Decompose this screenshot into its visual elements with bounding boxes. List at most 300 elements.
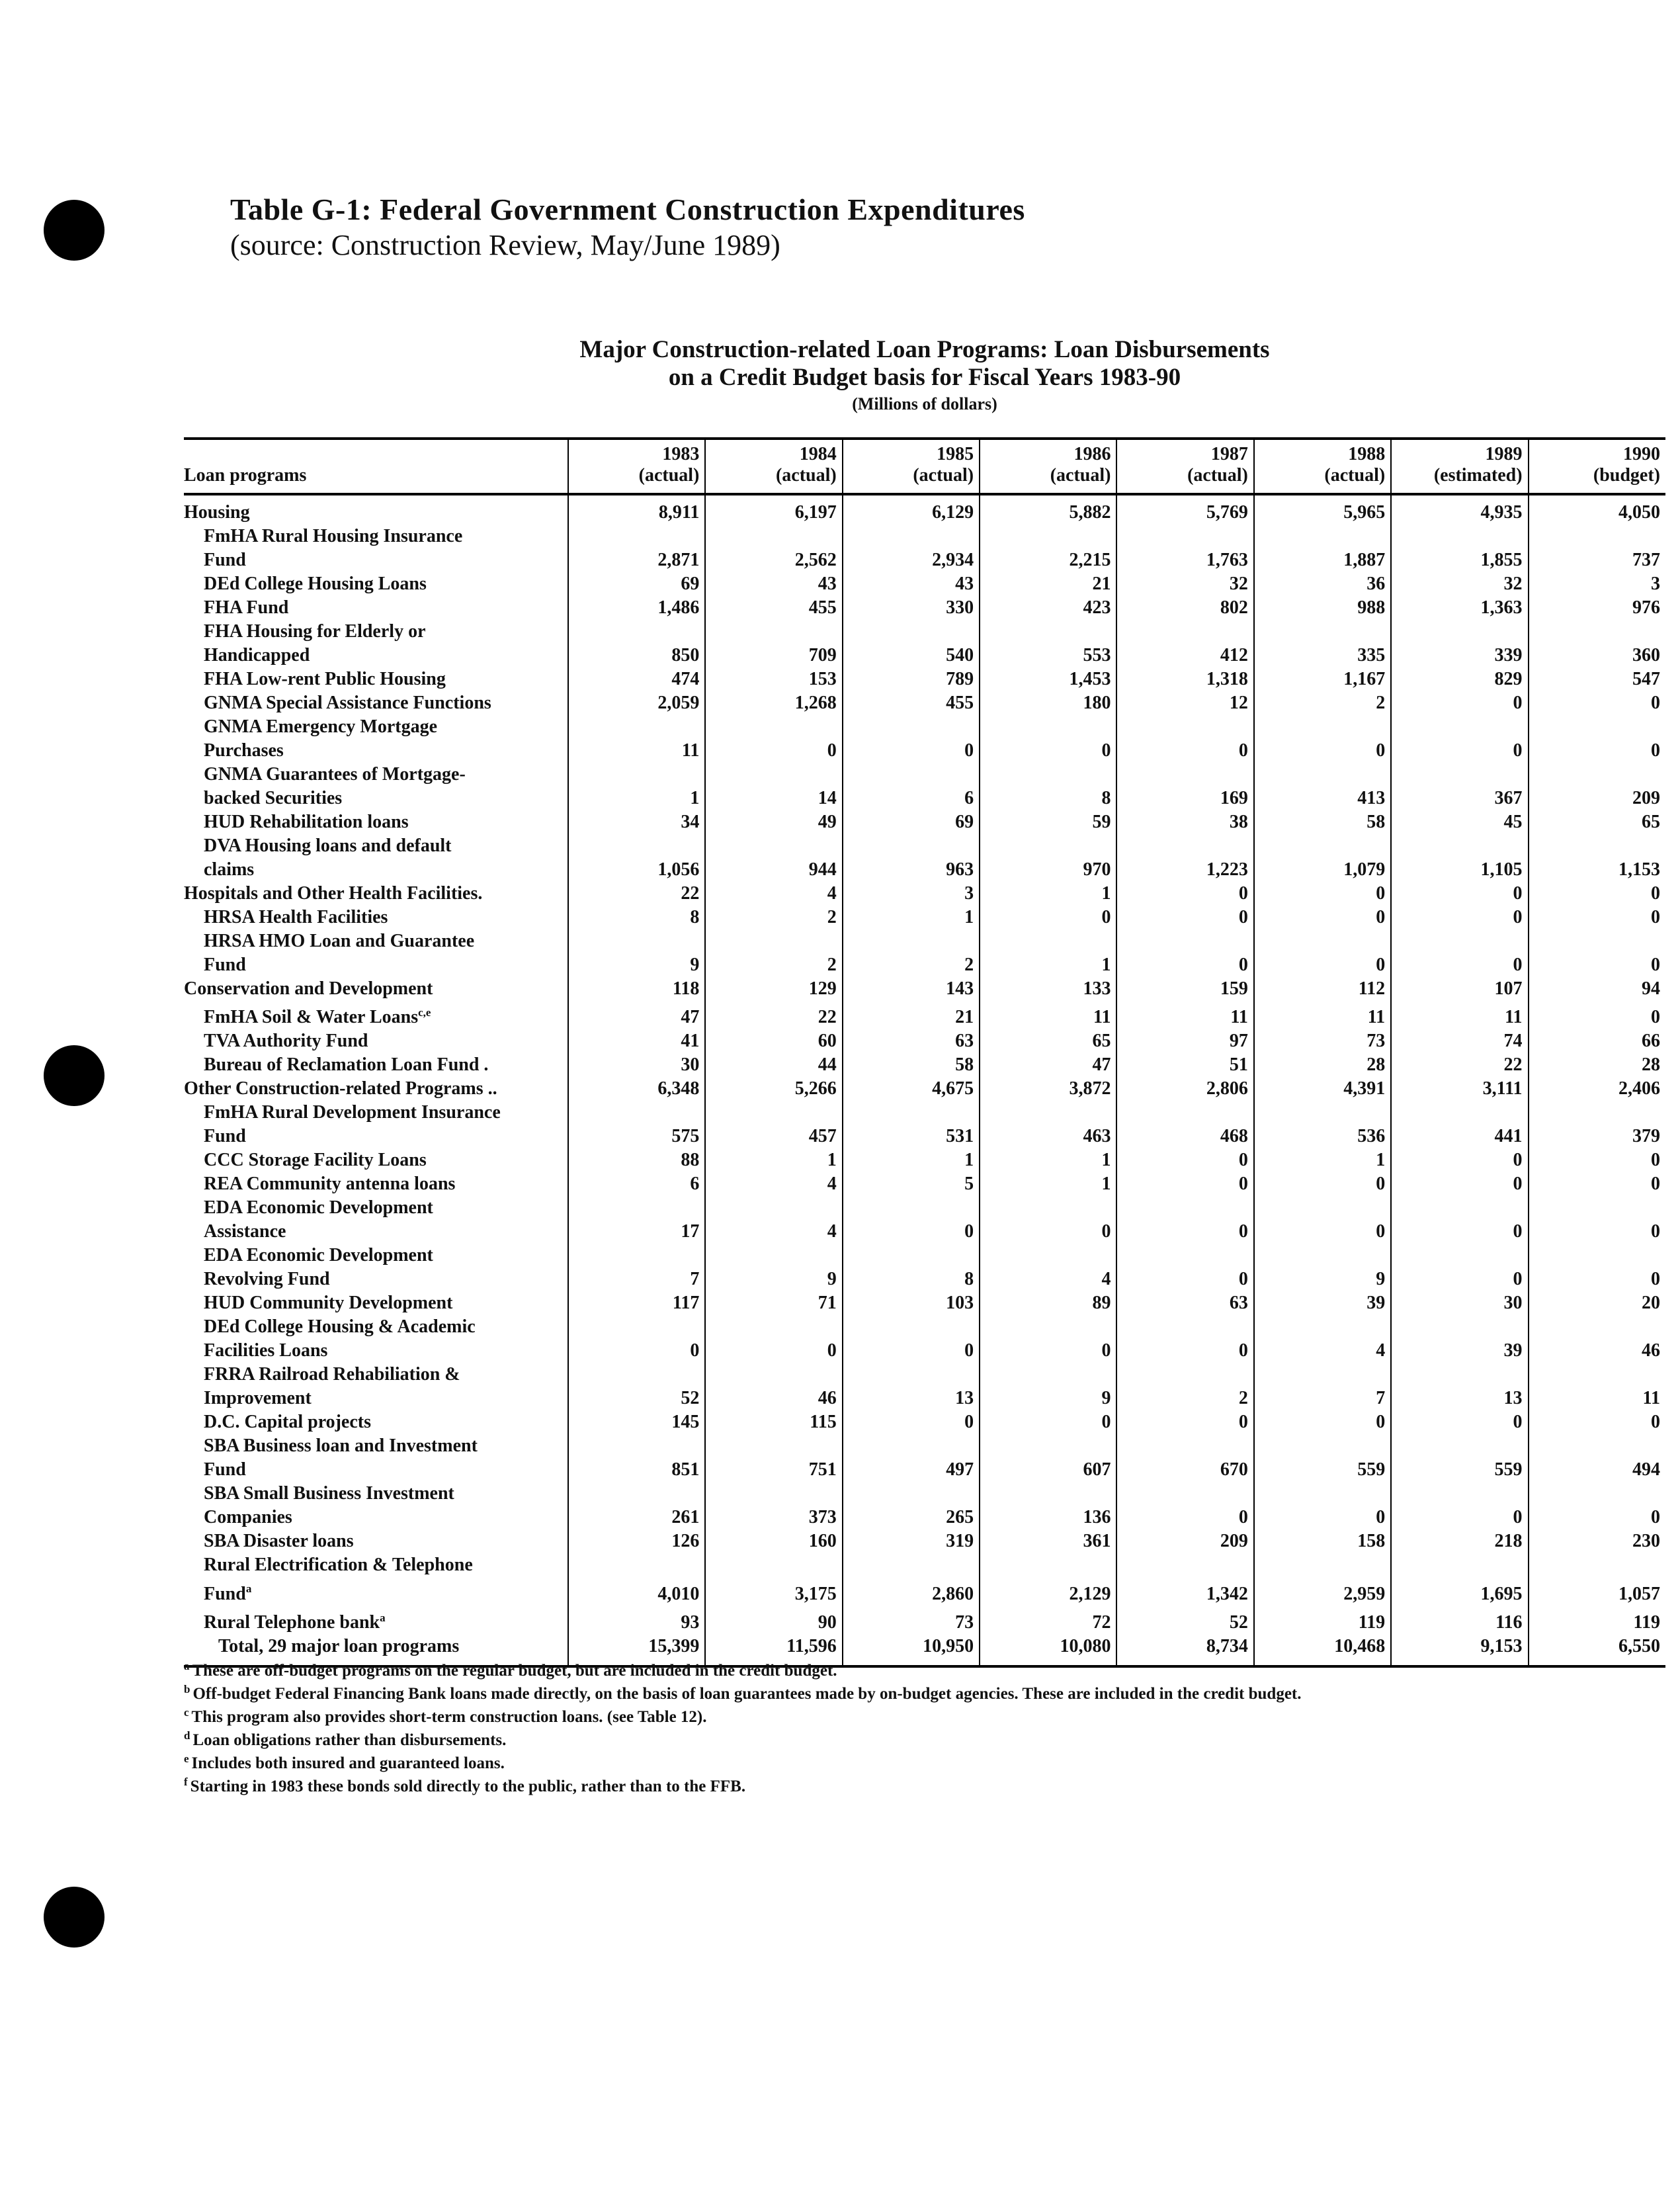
cell-1986 [980,1244,1116,1267]
row-label-text: Assistance [204,1221,286,1242]
cell-1988: 0 [1254,906,1391,929]
cell-1987: 1,223 [1116,858,1253,882]
footnote [184,1775,1665,1798]
cell-1986: 0 [980,1410,1116,1434]
cell-1987 [1116,1101,1253,1125]
cell-1987: 0 [1116,1410,1253,1434]
cell-1990: 0 [1529,1001,1665,1029]
cell-1983 [568,1101,705,1125]
cell-1989: 829 [1391,667,1528,691]
cell-1985: 1 [843,1148,980,1172]
cell-1990 [1529,1482,1665,1506]
row-label [184,763,568,787]
cell-1987 [1116,620,1253,644]
cell-1990 [1529,1101,1665,1125]
cell-1989: 0 [1391,906,1528,929]
row-label [184,620,568,644]
cell-1990 [1529,1244,1665,1267]
cell-1983 [568,929,705,953]
cell-1986: 607 [980,1458,1116,1482]
column-status: (actual) [638,465,700,486]
row-label [184,1029,568,1053]
row-label [184,1125,568,1148]
cell-1984 [705,1482,842,1506]
cell-1990: 4,050 [1529,494,1665,525]
cell-1984 [705,1315,842,1339]
cell-1986 [980,715,1116,739]
column-status: (actual) [1187,465,1248,486]
column-year: 1988 [1348,444,1386,464]
cell-1989 [1391,620,1528,644]
cell-1985: 540 [843,644,980,667]
cell-1987: 11 [1116,1001,1253,1029]
cell-1983: 52 [568,1387,705,1410]
cell-1984: 709 [705,644,842,667]
cell-1984: 129 [705,977,842,1001]
cell-1988: 0 [1254,1172,1391,1196]
row-label [184,1196,568,1220]
cell-1988: 0 [1254,1506,1391,1529]
cell-1985: 13 [843,1387,980,1410]
row-label [184,1315,568,1339]
cell-1984: 0 [705,1339,842,1363]
row-label [184,1387,568,1410]
row-label [184,691,568,715]
cell-1985 [843,929,980,953]
cell-1986: 5,882 [980,494,1116,525]
cell-1985: 455 [843,691,980,715]
cell-1987: 63 [1116,1291,1253,1315]
cell-1989: 116 [1391,1606,1528,1635]
footnote [184,1682,1665,1705]
column-year: 1983 [662,444,700,464]
cell-1988 [1254,763,1391,787]
cell-1987: 0 [1116,953,1253,977]
table-row [184,1577,1665,1606]
cell-1985: 43 [843,572,980,596]
cell-1989: 0 [1391,1220,1528,1244]
cell-1990 [1529,1553,1665,1577]
cell-1989: 9,153 [1391,1635,1528,1666]
row-label [184,906,568,929]
column-year: 1987 [1210,444,1248,464]
cell-1987: 0 [1116,1148,1253,1172]
cell-1986: 4 [980,1267,1116,1291]
cell-1985 [843,1482,980,1506]
cell-1988: 73 [1254,1029,1391,1053]
table-row [184,929,1665,953]
row-label-text: TVA Authority Fund [204,1031,368,1052]
table-header-row [184,439,1665,494]
cell-1987: 802 [1116,596,1253,620]
cell-1983 [568,715,705,739]
cell-1986: 2,215 [980,548,1116,572]
cell-1986 [980,1553,1116,1577]
column-header-1983 [568,439,705,494]
cell-1988: 28 [1254,1053,1391,1077]
row-label-text: claims [204,859,255,880]
cell-1984: 0 [705,739,842,763]
cell-1984: 4 [705,1220,842,1244]
cell-1984: 373 [705,1506,842,1529]
row-label-text: Handicapped [204,645,310,665]
table-row [184,739,1665,763]
cell-1983: 850 [568,644,705,667]
table-row [184,1244,1665,1267]
cell-1983 [568,1315,705,1339]
cell-1987: 5,769 [1116,494,1253,525]
cell-1990: 20 [1529,1291,1665,1315]
cell-1986: 8 [980,787,1116,810]
table-row [184,1267,1665,1291]
cell-1985: 0 [843,1339,980,1363]
cell-1990: 66 [1529,1029,1665,1053]
column-year: 1986 [1073,444,1111,464]
footnote-mark: a [380,1611,386,1624]
cell-1984: 4 [705,882,842,906]
cell-1990: 737 [1529,548,1665,572]
cell-1983 [568,1244,705,1267]
row-label [184,1529,568,1553]
cell-1983: 8,911 [568,494,705,525]
row-label [184,1458,568,1482]
row-label-text: FmHA Rural Housing Insurance [204,526,463,546]
cell-1989: 0 [1391,953,1528,977]
cell-1989: 4,935 [1391,494,1528,525]
cell-1984: 2,562 [705,548,842,572]
row-label [184,1606,568,1635]
footnote-text: Off-budget Federal Financing Bank loans made directly, on the basis of loan guarantees made by on-budget agencies. These are included in the credit budget. [192,1685,1302,1703]
table-row [184,548,1665,572]
table-row [184,1410,1665,1434]
row-label-text: Facilities Loans [204,1340,328,1361]
row-label [184,572,568,596]
column-status: (actual) [1324,465,1386,486]
cell-1984 [705,715,842,739]
cell-1984: 3,175 [705,1577,842,1606]
row-label-text: REA Community antenna loans [204,1174,456,1195]
cell-1985 [843,834,980,858]
cell-1985: 73 [843,1606,980,1635]
row-label-text: HUD Community Development [204,1293,453,1314]
cell-1986: 11 [980,1001,1116,1029]
cell-1984: 46 [705,1387,842,1410]
footnote-mark: c,e [418,1006,431,1019]
cell-1984: 11,596 [705,1635,842,1666]
cell-1984 [705,1196,842,1220]
cell-1987: 169 [1116,787,1253,810]
cell-1987: 412 [1116,644,1253,667]
cell-1985: 497 [843,1458,980,1482]
cell-1988: 0 [1254,953,1391,977]
cell-1986 [980,1482,1116,1506]
cell-1986: 10,080 [980,1635,1116,1666]
cell-1986 [980,620,1116,644]
cell-1984: 14 [705,787,842,810]
cell-1984 [705,834,842,858]
cell-1984: 160 [705,1529,842,1553]
cell-1987: 0 [1116,906,1253,929]
cell-1985 [843,525,980,548]
cell-1985: 69 [843,810,980,834]
table-body [184,494,1665,1666]
cell-1988: 112 [1254,977,1391,1001]
cell-1988: 559 [1254,1458,1391,1482]
cell-1987: 8,734 [1116,1635,1253,1666]
cell-1985 [843,1434,980,1458]
row-label [184,1053,568,1077]
cell-1984: 60 [705,1029,842,1053]
cell-1984: 2 [705,953,842,977]
row-label [184,1077,568,1101]
cell-1990: 209 [1529,787,1665,810]
table-row [184,1125,1665,1148]
table-row [184,667,1665,691]
cell-1990 [1529,525,1665,548]
cell-1990: 0 [1529,953,1665,977]
cell-1985 [843,1244,980,1267]
cell-1987: 468 [1116,1125,1253,1148]
cell-1990: 28 [1529,1053,1665,1077]
cell-1988: 5,965 [1254,494,1391,525]
cell-1989 [1391,715,1528,739]
cell-1984 [705,929,842,953]
cell-1990 [1529,715,1665,739]
cell-1990: 0 [1529,1220,1665,1244]
cell-1984 [705,1363,842,1387]
footnote [184,1729,1665,1752]
cell-1983: 4,010 [568,1577,705,1606]
cell-1988: 1,887 [1254,548,1391,572]
row-label [184,739,568,763]
cell-1983 [568,1434,705,1458]
cell-1988: 11 [1254,1001,1391,1029]
cell-1988 [1254,1553,1391,1577]
table-row [184,1315,1665,1339]
cell-1984: 1,268 [705,691,842,715]
row-label [184,1267,568,1291]
cell-1988 [1254,525,1391,548]
table-row [184,691,1665,715]
cell-1989: 0 [1391,1410,1528,1434]
cell-1986: 3,872 [980,1077,1116,1101]
cell-1986 [980,1101,1116,1125]
cell-1988: 2,959 [1254,1577,1391,1606]
cell-1989 [1391,1363,1528,1387]
cell-1989: 1,105 [1391,858,1528,882]
column-status: (actual) [913,465,974,486]
cell-1983: 7 [568,1267,705,1291]
cell-1983: 261 [568,1506,705,1529]
cell-1984 [705,1244,842,1267]
cell-1987 [1116,1363,1253,1387]
row-label-text: HUD Rehabilitation loans [204,812,409,832]
row-label [184,525,568,548]
cell-1987: 159 [1116,977,1253,1001]
cell-1985: 2,860 [843,1577,980,1606]
cell-1990: 0 [1529,1410,1665,1434]
table-row [184,977,1665,1001]
row-label-text: Purchases [204,740,284,761]
column-header-1984 [705,439,842,494]
footnote [184,1752,1665,1775]
cell-1987 [1116,834,1253,858]
cell-1986: 72 [980,1606,1116,1635]
row-label [184,953,568,977]
cell-1988 [1254,929,1391,953]
cell-1983: 47 [568,1001,705,1029]
cell-1986: 47 [980,1053,1116,1077]
column-status: (estimated) [1433,465,1523,486]
cell-1983: 118 [568,977,705,1001]
row-label [184,1101,568,1125]
table-row [184,572,1665,596]
footnote-mark: f [184,1775,188,1788]
table-row [184,1387,1665,1410]
row-label [184,1172,568,1196]
cell-1983: 30 [568,1053,705,1077]
cell-1988: 7 [1254,1387,1391,1410]
table-caption [184,336,1665,414]
cell-1989: 218 [1391,1529,1528,1553]
row-label-text: GNMA Emergency Mortgage [204,716,437,737]
cell-1988: 1 [1254,1148,1391,1172]
cell-1987: 0 [1116,1506,1253,1529]
row-label-text: SBA Small Business Investment [204,1483,454,1504]
cell-1989: 13 [1391,1387,1528,1410]
row-label-text: FHA Low-rent Public Housing [204,669,446,689]
row-label [184,929,568,953]
cell-1987: 0 [1116,882,1253,906]
row-label-text: Total, 29 major loan programs [218,1635,460,1656]
cell-1985: 531 [843,1125,980,1148]
cell-1983 [568,1553,705,1577]
cell-1987: 51 [1116,1053,1253,1077]
cell-1987: 1,318 [1116,667,1253,691]
cell-1983: 0 [568,1339,705,1363]
row-label [184,1506,568,1529]
cell-1988: 0 [1254,1220,1391,1244]
cell-1986: 0 [980,739,1116,763]
table-row [184,1506,1665,1529]
cell-1986: 1 [980,1148,1116,1172]
footnote-text: Starting in 1983 these bonds sold directly to the public, rather than to the FFB. [190,1778,746,1795]
table-row [184,882,1665,906]
cell-1986 [980,1315,1116,1339]
cell-1989: 0 [1391,1267,1528,1291]
row-label [184,1220,568,1244]
table-row [184,1434,1665,1458]
cell-1987: 1,342 [1116,1577,1253,1606]
column-header-1986 [980,439,1116,494]
cell-1983: 2,059 [568,691,705,715]
cell-1985: 2,934 [843,548,980,572]
cell-1987: 97 [1116,1029,1253,1053]
cell-1989: 559 [1391,1458,1528,1482]
row-label [184,810,568,834]
cell-1989 [1391,929,1528,953]
cell-1989: 74 [1391,1029,1528,1053]
column-header-1987 [1116,439,1253,494]
cell-1985 [843,1363,980,1387]
cell-1987 [1116,1315,1253,1339]
cell-1986: 1,453 [980,667,1116,691]
table-row [184,1553,1665,1577]
table-row [184,525,1665,548]
cell-1990: 6,550 [1529,1635,1665,1666]
cell-1989 [1391,525,1528,548]
cell-1989 [1391,763,1528,787]
column-header-1988 [1254,439,1391,494]
cell-1984: 44 [705,1053,842,1077]
cell-1988 [1254,1244,1391,1267]
cell-1987: 12 [1116,691,1253,715]
cell-1989: 0 [1391,882,1528,906]
row-label-text: DEd College Housing & Academic [204,1316,476,1338]
cell-1983: 22 [568,882,705,906]
row-label-text: backed Securities [204,788,343,808]
cell-1986: 1 [980,882,1116,906]
cell-1983: 88 [568,1148,705,1172]
row-label [184,1434,568,1458]
cell-1983: 575 [568,1125,705,1148]
row-label [184,834,568,858]
cell-1985: 4,675 [843,1077,980,1101]
row-label-text: Companies [204,1507,292,1528]
cell-1987 [1116,1196,1253,1220]
column-year: 1990 [1623,444,1660,464]
cell-1988: 9 [1254,1267,1391,1291]
row-label [184,667,568,691]
row-label-text: Housing [184,502,250,523]
cell-1989: 0 [1391,1172,1528,1196]
table-row [184,1606,1665,1635]
cell-1988: 158 [1254,1529,1391,1553]
cell-1984: 4 [705,1172,842,1196]
cell-1985: 963 [843,858,980,882]
table-row [184,1029,1665,1053]
cell-1986: 9 [980,1387,1116,1410]
cell-1989: 11 [1391,1001,1528,1029]
cell-1983: 117 [568,1291,705,1315]
cell-1984: 751 [705,1458,842,1482]
cell-1988: 335 [1254,644,1391,667]
row-label-text: CCC Storage Facility Loans [204,1150,427,1171]
cell-1988 [1254,834,1391,858]
cell-1985: 265 [843,1506,980,1529]
row-label [184,1363,568,1387]
table-row [184,1291,1665,1315]
cell-1987: 2,806 [1116,1077,1253,1101]
row-label-text: SBA Disaster loans [204,1531,354,1552]
cell-1988: 2 [1254,691,1391,715]
row-label-text: Revolving Fund [204,1269,330,1290]
cell-1988 [1254,1315,1391,1339]
table-title-line1: Major Construction-related Loan Programs: Loan Disbursements [579,336,1270,363]
cell-1990 [1529,1363,1665,1387]
cell-1990 [1529,929,1665,953]
row-label-text: Rural Electrification & Telephone [204,1555,473,1576]
cell-1988 [1254,620,1391,644]
table-row [184,1339,1665,1363]
cell-1987: 32 [1116,572,1253,596]
cell-1989: 39 [1391,1339,1528,1363]
row-label-text: FHA Housing for Elderly or [204,621,426,642]
row-label [184,548,568,572]
cell-1985: 21 [843,1001,980,1029]
cell-1987: 0 [1116,739,1253,763]
cell-1983: 41 [568,1029,705,1053]
